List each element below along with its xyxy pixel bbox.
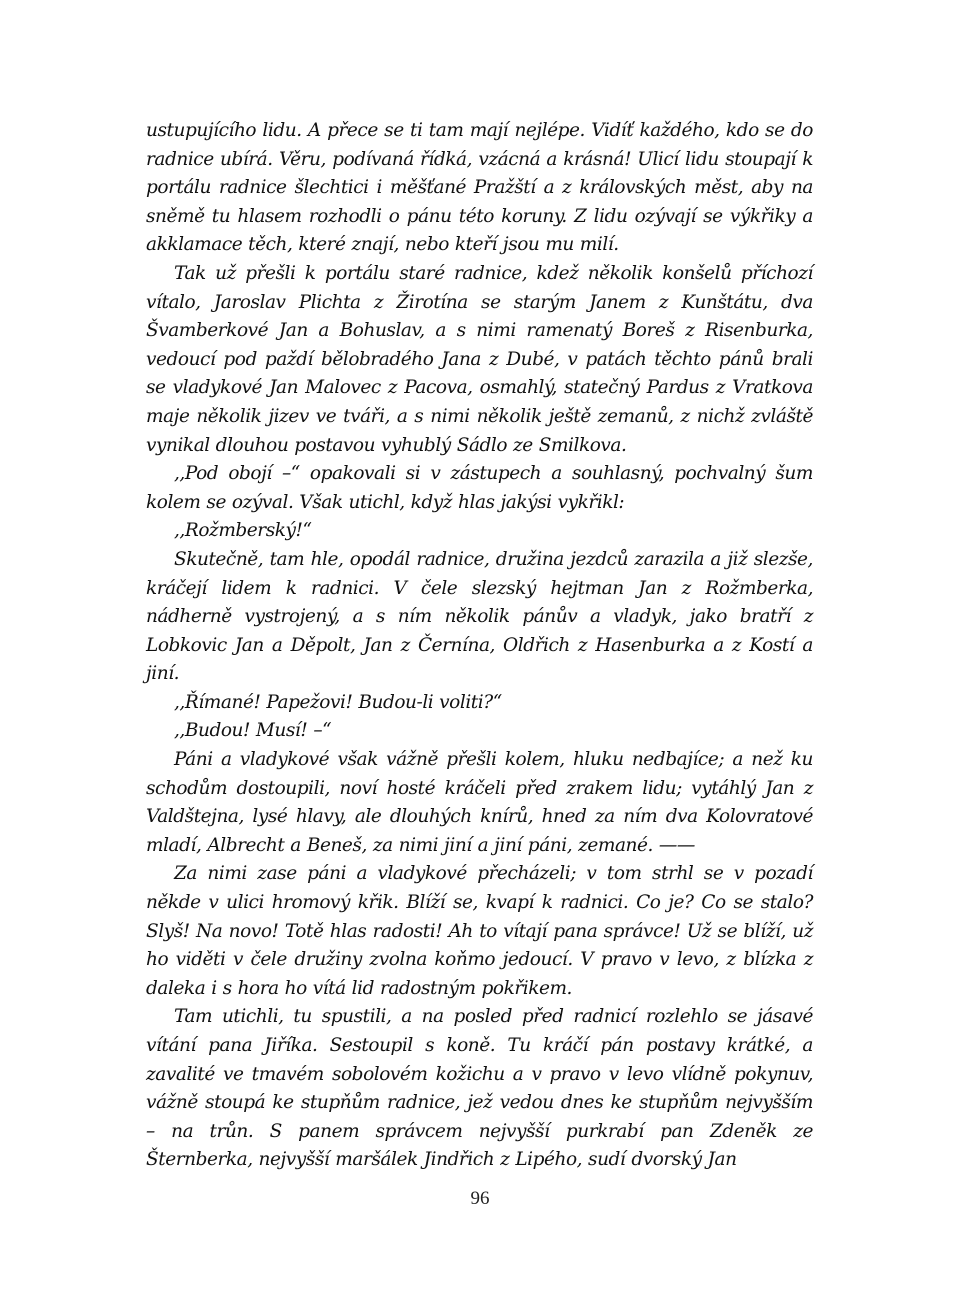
- paragraph-2: Tak už přešli k portálu staré radnice, kdež několik konšelů příchozí vítalo, Jaroslav Plichta z Žirotína se starým Janem z Kunštátu, dva Švamberkové Jan a Bohuslav, a s nimi ramenatý Boreš z Risenburka, vedoucí pod paždí bělobradého Jana z Dubé, v patách těchto pánů brali se vladykové Jan Malovec z Pacova, osmahlý, statečný Pardus z Vratkova maje několik jizev ve tváři, a s nimi několik ještě zemanů, z nichž zvláště vynikal dlouhou postavou vyhublý Sádlo ze Smilkova.: [146, 262, 813, 456]
- paragraph-3: ,,Pod obojí –“ opakovali si v zástupech a souhlasný, pochvalný šum kolem se ozýval. Však utichl, když hlas jakýsi vykřikl:: [146, 463, 813, 513]
- paragraph-4: ,,Rožmberský!“: [174, 520, 312, 542]
- body-text: [146, 117, 813, 1175]
- paragraph-6: ,,Římané! Papežovi! Budou-li voliti?“: [174, 691, 502, 713]
- paragraph-7: ,,Budou! Musí! –“: [174, 720, 332, 742]
- paragraph-1: ustupujícího lidu. A přece se ti tam mají nejlépe. Vidíť každého, kdo se do radnice ubírá. Věru, podívaná řídká, vzácná a krásná! Ulicí lidu stoupají k portálu radnice šlechtici i měšťané Pražští a z královských měst, aby na sněmě tu hlasem rozhodli o pánu této koruny. Z lidu ozývají se výkřiky a akklamace těch, které znají, nebo kteří jsou mu milí.: [146, 120, 813, 256]
- paragraph-5: Skutečně, tam hle, opodál radnice, družina jezdců zarazila a již slezše, kráčejí lidem k radnici. V čele slezský hejtman Jan z Rožmberka, nádherně vystrojený, a s ním několik pánův a vladyk, jako bratří z Lobkovic Jan a Děpolt, Jan z Černína, Oldřich z Hasenburka a z Kostí a jiní.: [146, 548, 813, 685]
- paragraph-9: Za nimi zase páni a vladykové přecházeli; v tom strhl se v pozadí někde v ulici hromový křik. Blíží se, kvapí k radnici. Co je? Co se stalo? Slyš! Na novo! Totě hlas radosti! Ah to vítají pana správce! Už se blíží, už ho viděti v čele družiny zvolna koňmo jedoucí. V pravo v levo, z blízka z daleka i s hora ho vítá lid radostným pokřikem.: [146, 863, 813, 999]
- paragraph-10: Tam utichli, tu spustili, a na posled před radnicí rozlehlo se jásavé vítání pana Jiříka. Sestoupil s koně. Tu kráčí pán postavy krátké, a zavalité ve tmavém sobolovém kožichu a v pravo v levo vlídně pokynuv, vážně stoupá ke stupňům radnice, jež vedou dnes ke stupňům nejvyšším – na trůn. S panem správcem nejvyšší purkrabí pan Zdeněk ze Šternberka, nejvyšší maršálek Jindřich z Lipého, sudí dvorský Jan: [146, 1006, 813, 1171]
- page-number: 96: [470, 1188, 490, 1209]
- paragraph-8: Páni a vladykové však vážně přešli kolem, hluku nedbajíce; a než ku schodům dostoupili, noví hosté kráčeli před zrakem lidu; vytáhlý Jan z Valdštejna, lysé hlavy, ale dlouhých knírů, hned za ním dva Kolovratové mladí, Albrecht a Beneš, za nimi jiní a jiní páni, zemané. ——: [146, 749, 813, 856]
